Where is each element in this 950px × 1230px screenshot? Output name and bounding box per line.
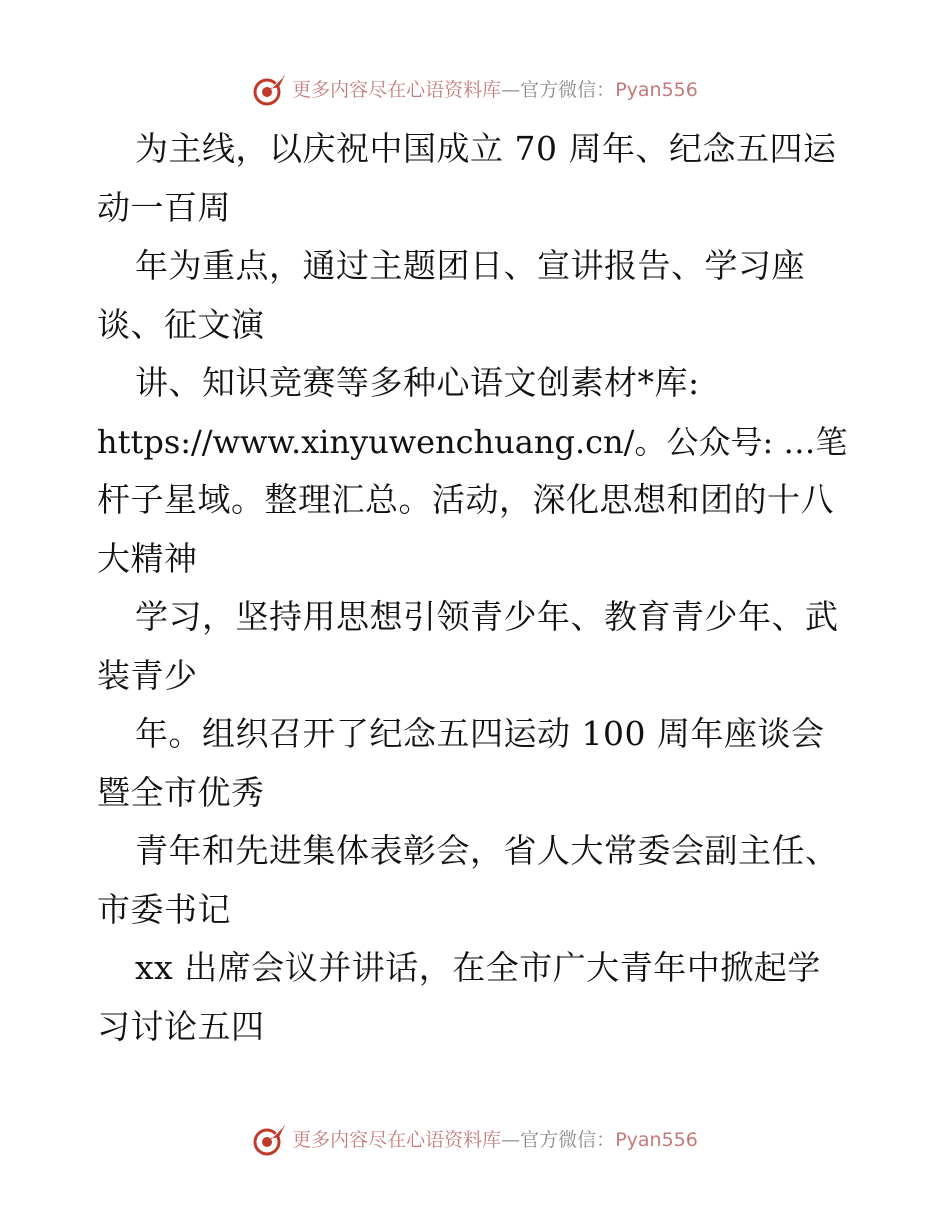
header-banner-text — [292, 78, 698, 101]
body-line: 习讨论五四 — [97, 1006, 265, 1046]
body-line: 装青少 — [97, 655, 198, 695]
footer-banner-text — [292, 1128, 698, 1151]
body-line: 讲、知识竞赛等多种心语文创素材*库: — [135, 363, 700, 402]
footer-banner-separator: — — [501, 1128, 521, 1151]
body-line: 暨全市优秀 — [97, 772, 265, 812]
body-line-url: https://www.xinyuwenchuang.cn/。公众号: …笔 — [97, 422, 848, 461]
body-line: 学习，坚持用思想引领青少年、教育青少年、武 — [135, 597, 839, 636]
body-line: 市委书记 — [97, 889, 231, 929]
footer-banner-wechat-id: Pyan556 — [615, 1128, 698, 1151]
body-line: 年。组织召开了纪念五四运动 100 周年座谈会 — [135, 714, 825, 753]
body-line: 大精神 — [97, 538, 198, 578]
header-banner-wechat-id: Pyan556 — [615, 78, 698, 101]
body-line: 动一百周 — [97, 187, 231, 227]
header-watermark-banner — [0, 70, 950, 110]
header-banner-separator: — — [501, 78, 521, 101]
body-line: 为主线，以庆祝中国成立 70 周年、纪念五四运 — [135, 129, 837, 168]
body-line: 青年和先进集体表彰会，省人大常委会副主任、 — [135, 831, 839, 870]
footer-banner-lead: 更多内容尽在心语资料库 — [292, 1128, 502, 1151]
body-line: 杆子星域。整理汇总。活动，深化思想和团的十八 — [97, 480, 834, 519]
footer-watermark-banner — [0, 1120, 950, 1160]
header-banner-lead: 更多内容尽在心语资料库 — [292, 78, 502, 101]
header-banner-wechat-label: 官方微信： — [520, 78, 616, 101]
body-line: 年为重点，通过主题团日、宣讲报告、学习座 — [135, 246, 805, 285]
footer-banner-wechat-label: 官方微信： — [520, 1128, 616, 1151]
body-line: xx 出席会议并讲话，在全市广大青年中掀起学 — [135, 948, 821, 987]
document-body — [97, 120, 857, 1056]
body-line: 谈、征文演 — [97, 304, 265, 344]
quill-logo-icon — [252, 73, 288, 107]
quill-logo-icon — [252, 1123, 288, 1157]
